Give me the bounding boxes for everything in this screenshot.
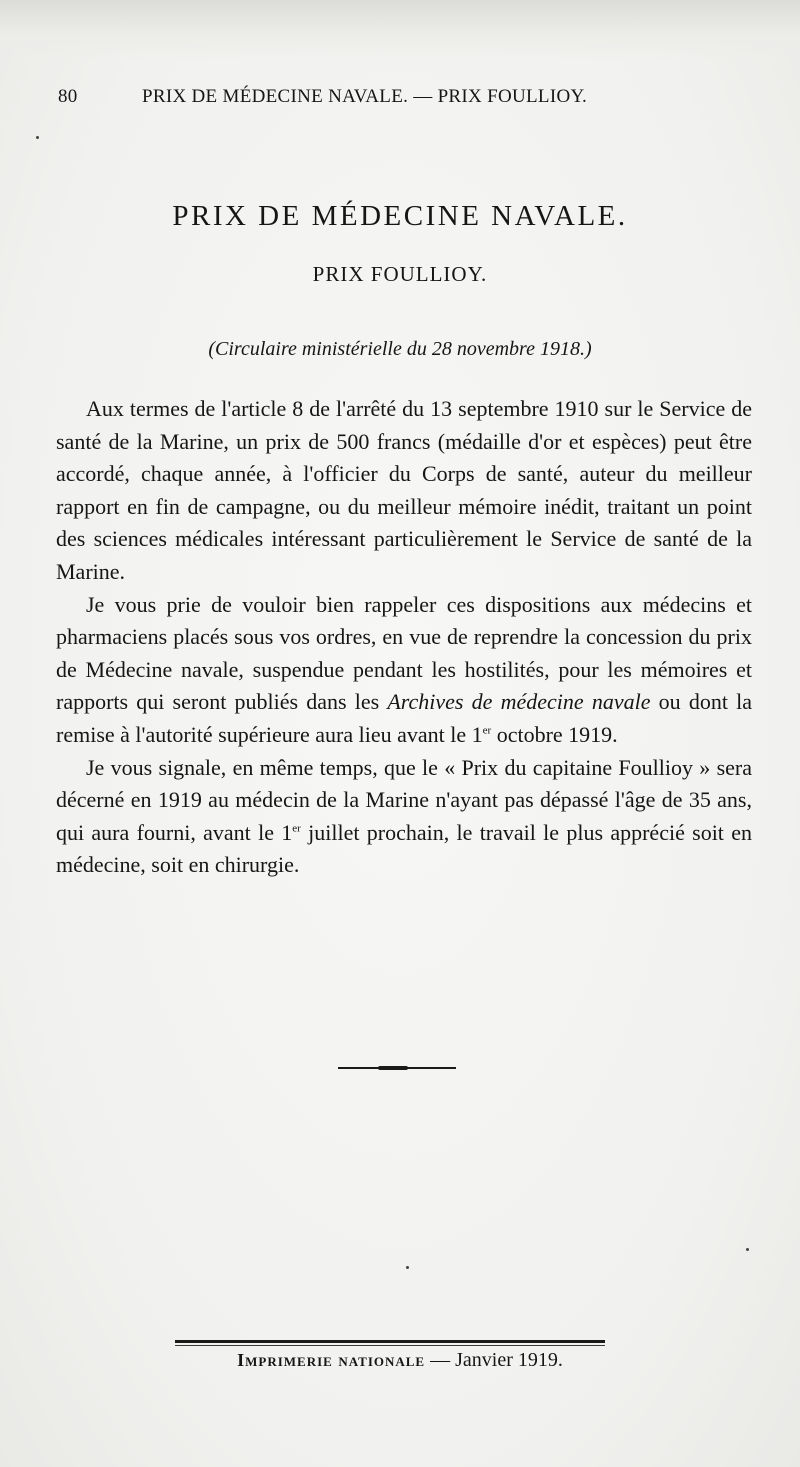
imprint-footer [0,1349,800,1372]
section-divider [338,1067,456,1069]
scan-speck [36,136,39,139]
journal-title: Archives de médecine navale [387,689,651,715]
running-title: PRIX DE MÉDECINE NAVALE. — PRIX FOULLIOY. [142,86,588,107]
footer-rule-thin [175,1345,605,1346]
footer-separator: — [425,1349,456,1371]
scan-speck [746,1248,749,1251]
scan-edge-shadow [0,0,800,60]
scan-speck [406,1266,409,1269]
running-header [58,86,718,116]
paragraph-1: Aux termes de l'article 8 de l'arrêté du 13 septembre 1910 sur le Service de santé de la Marine, un prix de 500 francs (médaille d'or et espèces) peut être accordé, chaque année, à l'officier du Corps de santé, auteur du meilleur rapport en fin de campagne, ou du meilleur mémoire inédit, traitant un point des sciences médicales intéressant particulièrement le Service de santé de la Marine. [56,396,752,584]
circular-reference: (Circulaire ministérielle du 28 novembre 1918.) [208,338,592,360]
page-number: 80 [58,86,78,107]
paragraph-2: Je vous prie de vouloir bien rappeler ces dispositions aux médecins et pharmaciens placés sous vos ordres, en vue de reprendre la concession du prix de Médecine navale, suspendue pendant les hostilités, pour les mémoires et rapports qui seront publiés dans les Archives de médecine navale ou dont la remise à l'autorité supérieure aura lieu avant le 1er octobre 1919. [56,591,752,747]
page-subtitle: PRIX FOULLIOY. [312,262,488,286]
printer-name: Imprimerie nationale [237,1350,426,1370]
print-date: Janvier 1919. [455,1349,563,1371]
footer-rule [175,1340,605,1343]
paragraph-3: Je vous signale, en même temps, que le « Prix du capitaine Foullioy » sera décerné en 1919 au médecin de la Marine n'ayant pas dépassé l'âge de 35 ans, qui aura fourni, avant le 1er juillet prochain, le travail le plus apprécié soit en médecine, soit en chirurgie. [56,754,752,878]
body-text [56,393,752,882]
page-title: PRIX DE MÉDECINE NAVALE. [172,200,628,232]
